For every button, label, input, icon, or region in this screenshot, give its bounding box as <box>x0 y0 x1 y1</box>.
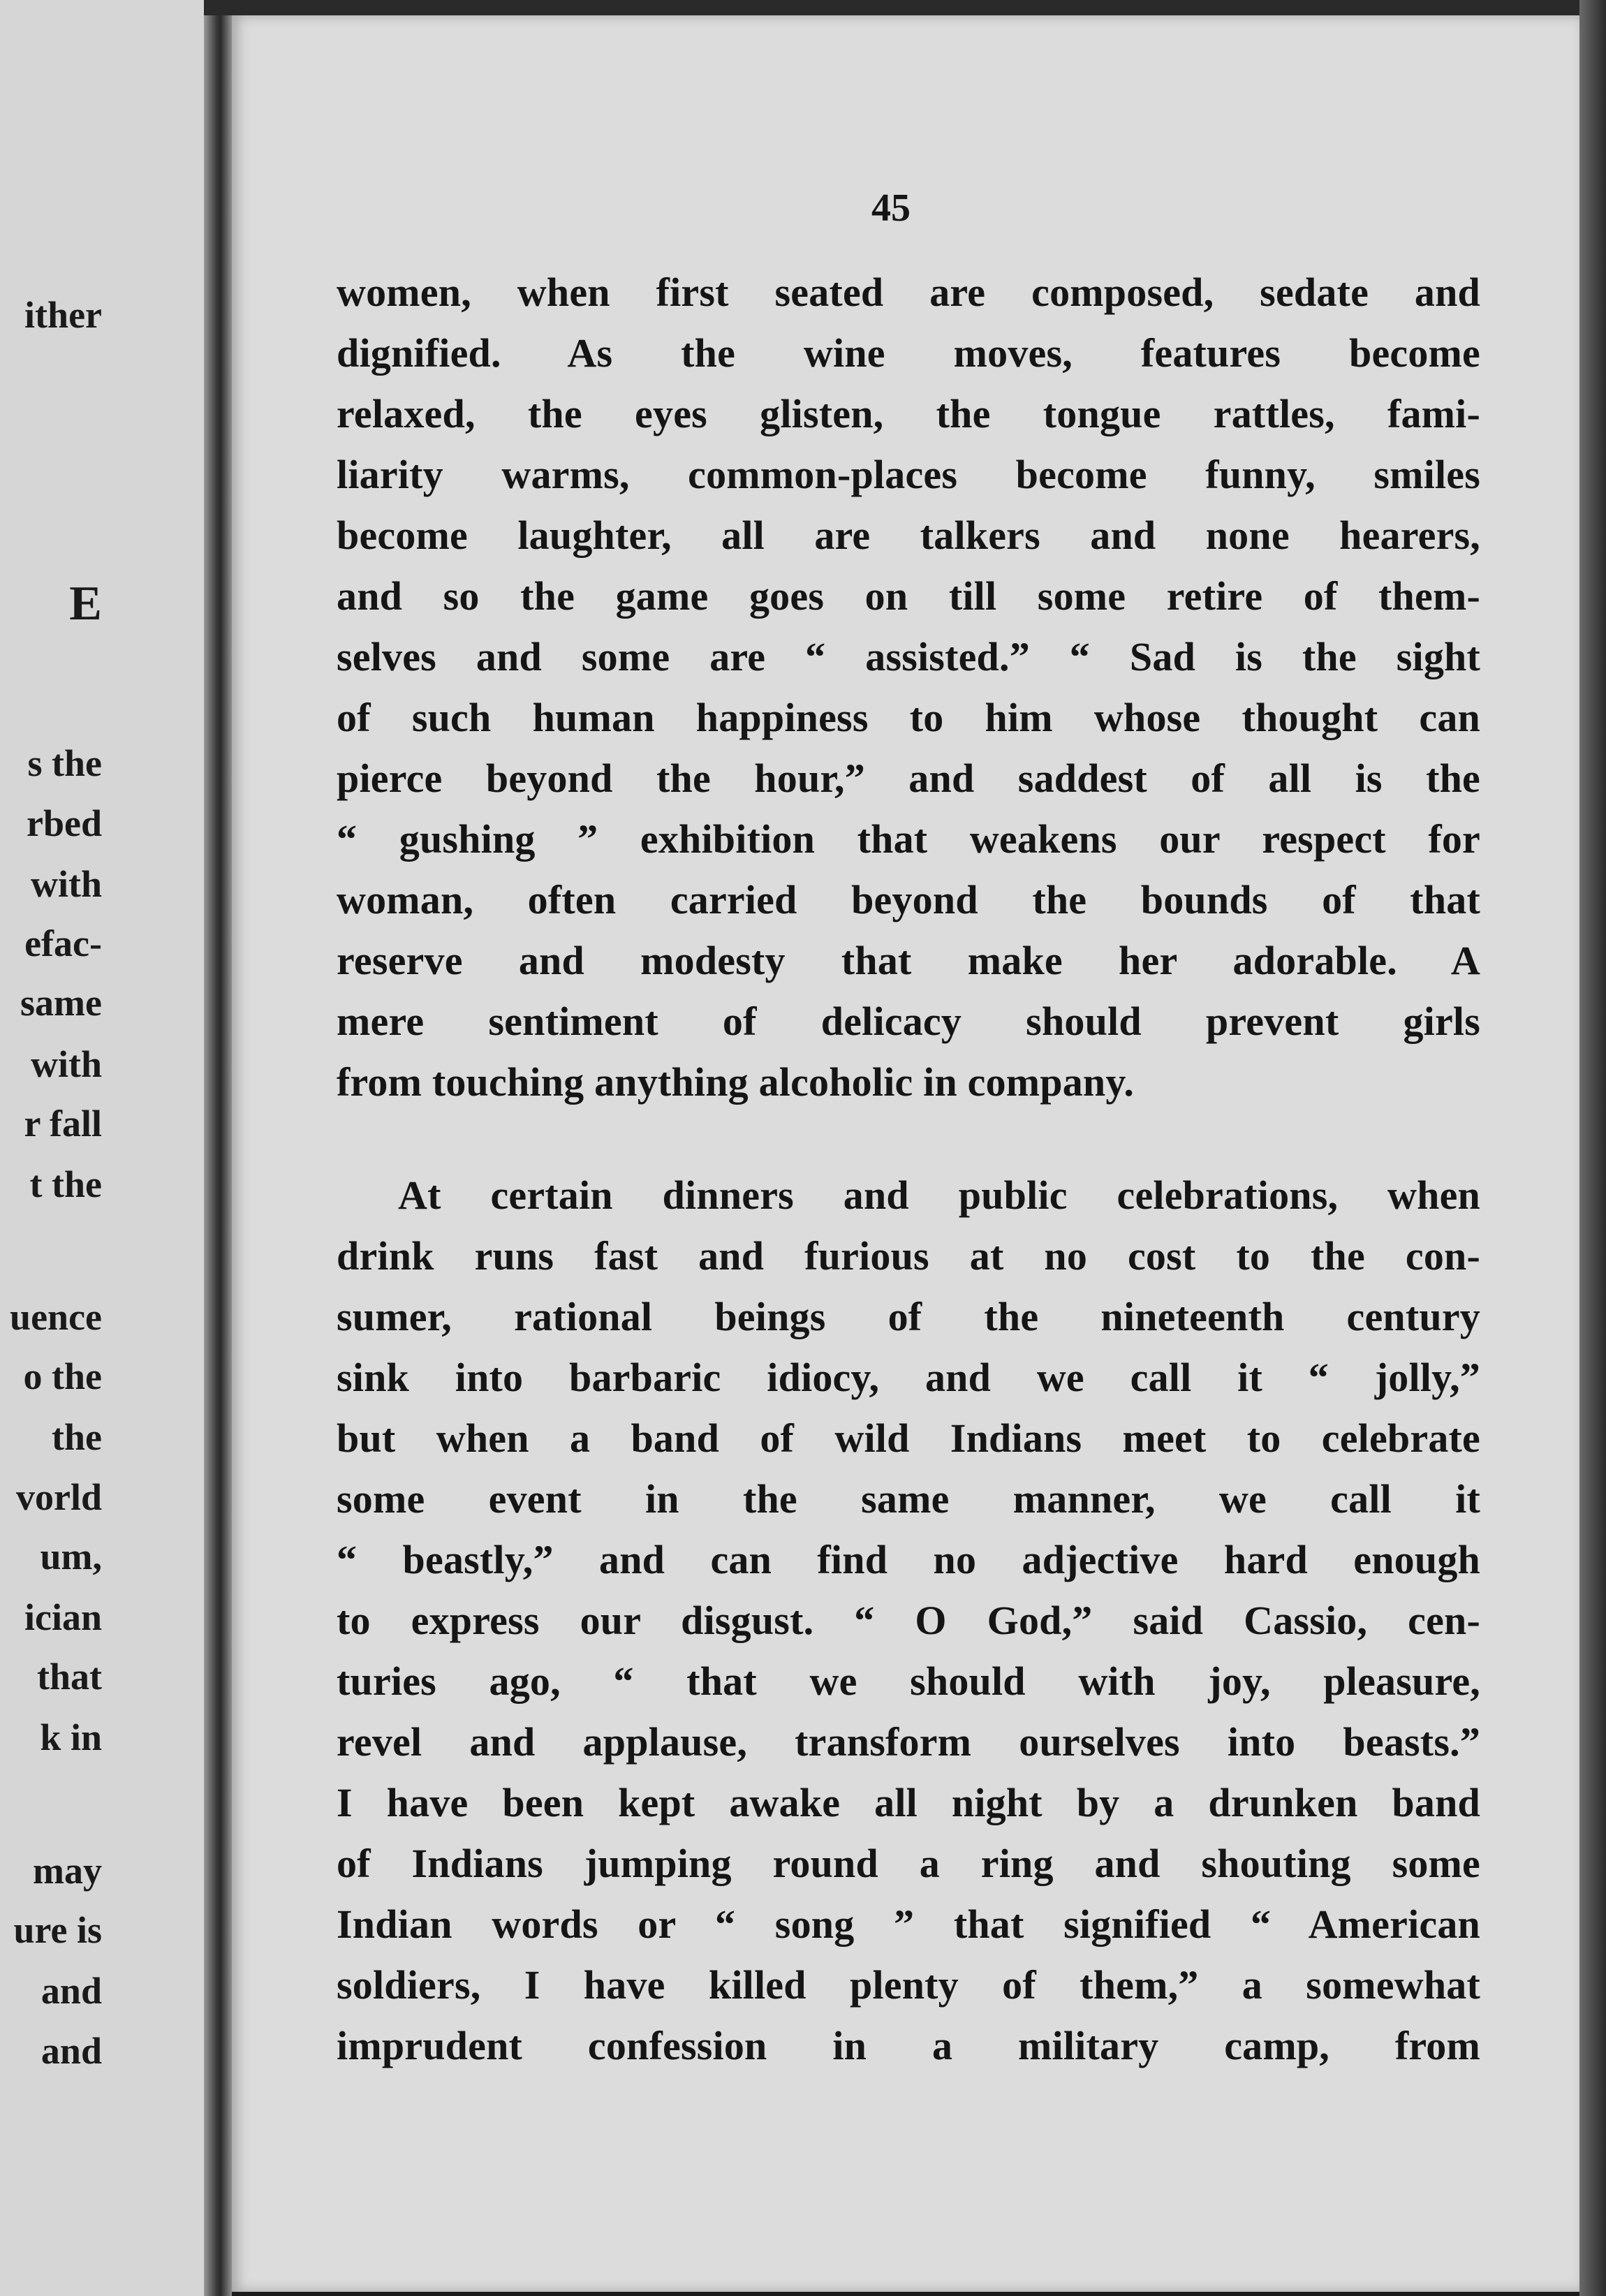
left-page-fragment: ure is <box>13 1909 102 1951</box>
left-page-fragment: t the <box>29 1163 102 1205</box>
left-page-fragment: ither <box>24 294 102 336</box>
text-line: dignified. As the wine moves, features become <box>337 330 1480 376</box>
left-page-fragment: and <box>40 2030 102 2072</box>
book-gutter <box>204 0 232 2296</box>
left-page-fragment: rbed <box>27 802 102 844</box>
paragraph-1 <box>337 262 1480 1112</box>
scan-top-edge <box>204 0 1606 15</box>
page-number: 45 <box>871 186 911 230</box>
text-line: mere sentiment of delicacy should prevent girls <box>337 999 1480 1044</box>
text-line: of such human happiness to him whose thought can <box>337 695 1480 740</box>
text-line: soldiers, I have killed plenty of them,” a somewhat <box>337 1962 1480 2008</box>
text-line: reserve and modesty that make her adorable. A <box>337 938 1480 983</box>
text-line: women, when first seated are composed, sedate and <box>337 270 1480 315</box>
text-line: woman, often carried beyond the bounds of that <box>337 877 1480 922</box>
text-line: pierce beyond the hour,” and saddest of all is the <box>337 756 1480 801</box>
text-line: from touching anything alcoholic in company. <box>337 1059 1135 1105</box>
text-line: turies ago, “ that we should with joy, pleasure, <box>337 1658 1480 1704</box>
text-line: I have been kept awake all night by a drunken band <box>337 1780 1480 1825</box>
text-line: “ gushing ” exhibition that weakens our respect for <box>337 816 1480 862</box>
text-line: sink into barbaric idiocy, and we call it “ jolly,” <box>337 1355 1480 1400</box>
left-page-fragment: s the <box>27 742 102 784</box>
left-page-fragment: with <box>30 1043 102 1085</box>
left-page-fragment: that <box>37 1656 102 1698</box>
text-line: some event in the same manner, we call it <box>337 1476 1480 1522</box>
text-line: selves and some are “ assisted.” “ Sad is the sight <box>337 634 1480 679</box>
left-page-fragment: um, <box>40 1536 102 1577</box>
text-line: sumer, rational beings of the nineteenth century <box>337 1294 1480 1339</box>
left-page-fragment: E <box>69 577 102 631</box>
left-page-fragment: the <box>52 1416 102 1458</box>
text-line: become laughter, all are talkers and none hearers, <box>337 513 1480 558</box>
text-line: drink runs fast and furious at no cost to the con- <box>337 1233 1480 1279</box>
left-page-fragment: uence <box>10 1296 102 1338</box>
left-page-fragment: o the <box>23 1355 102 1397</box>
text-line: of Indians jumping round a ring and shouting some <box>337 1841 1480 1886</box>
text-line: liarity warms, common-places become funny, smiles <box>337 452 1480 497</box>
left-page-fragment: ician <box>24 1596 102 1638</box>
text-line: At certain dinners and public celebrations, when <box>398 1172 1480 1218</box>
left-page-fragment: k in <box>40 1716 102 1758</box>
scan-right-edge <box>1579 0 1606 2296</box>
paragraph-2 <box>337 1165 1480 2076</box>
left-page-fragment: vorld <box>15 1476 102 1518</box>
left-page-fragment: same <box>20 982 102 1024</box>
text-line: Indian words or “ song ” that signified “ American <box>337 1901 1480 1947</box>
left-page <box>0 0 204 2296</box>
text-line: revel and applause, transform ourselves into beasts.” <box>337 1719 1480 1765</box>
left-page-fragment: may <box>33 1850 102 1892</box>
text-line: relaxed, the eyes glisten, the tongue rattles, fami- <box>337 391 1480 436</box>
text-line: imprudent confession in a military camp, from <box>337 2023 1480 2068</box>
left-page-fragment: efac- <box>24 922 102 964</box>
text-line: “ beastly,” and can find no adjective hard enough <box>337 1537 1480 1582</box>
text-line: but when a band of wild Indians meet to celebrate <box>337 1415 1480 1461</box>
text-line: and so the game goes on till some retire of them- <box>337 573 1480 619</box>
text-line: to express our disgust. “ O God,” said Cassio, cen- <box>337 1598 1480 1643</box>
left-page-fragment: r fall <box>24 1103 102 1145</box>
left-page-fragment: with <box>30 863 102 905</box>
left-page-fragment: and <box>40 1970 102 2012</box>
